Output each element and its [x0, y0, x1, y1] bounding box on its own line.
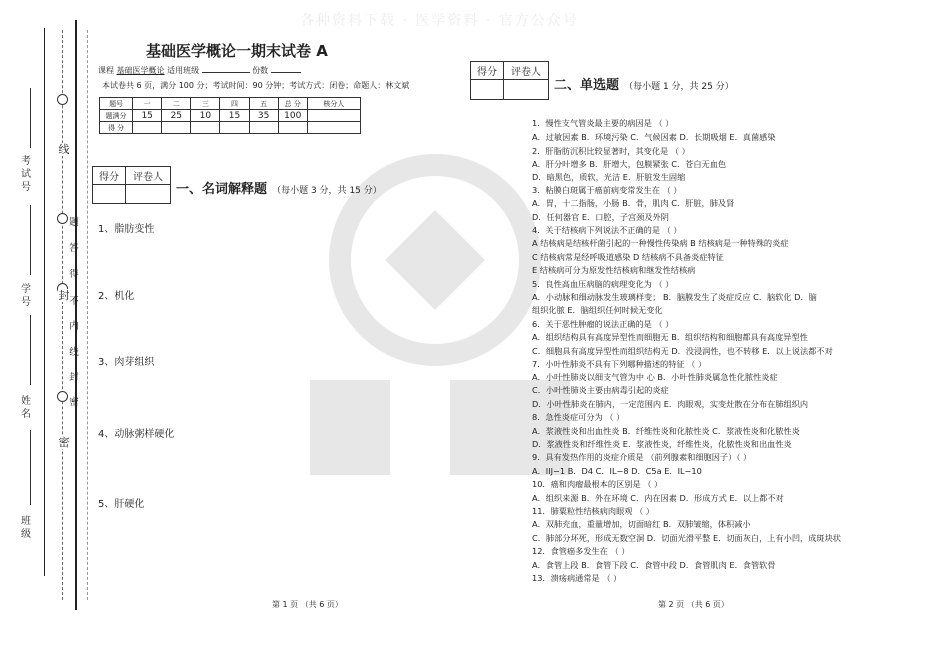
question-line: 1．慢性支气管炎最主要的病因是 （ ）: [532, 118, 674, 128]
grader-name-cell[interactable]: [126, 185, 171, 204]
binding-dashed-line-2: [87, 30, 88, 600]
level-blank: [202, 72, 250, 73]
course-label: 课程: [98, 66, 114, 75]
question-line: 6．关于恶性肿瘤的说法正确的是 （ ）: [532, 319, 674, 329]
score-full-row: [100, 110, 361, 122]
score-col-header: 一: [133, 98, 162, 110]
score-full-cell: 100: [278, 110, 307, 122]
label-exam-number: 考试号: [21, 156, 31, 193]
question-line: A．胃，十二指肠，小肠 B．骨，肌肉 C．肝脏，肺及肾: [532, 198, 735, 208]
score-got-cell[interactable]: [191, 122, 220, 134]
question-line: 3．粘膜白斑属于癌前病变常发生在 （ ）: [532, 185, 682, 195]
score-col-header: 题号: [100, 98, 133, 110]
page-footer-right: 第 2 页 （共 6 页）: [658, 600, 729, 609]
question-line: 10．癌和肉瘤最根本的区别是 （ ）: [532, 479, 663, 489]
question-line: A．组织结构具有高度异型性而细胞无 B．组织结构和细胞都具有高度异型性: [532, 332, 808, 342]
term-item: 1、脂肪变性: [98, 224, 155, 235]
label-name: 姓名: [21, 396, 31, 420]
section1-note: （每小题 3 分，共 15 分）: [272, 186, 382, 196]
seal-secret-char: 密: [58, 436, 70, 449]
copies-label: 份数: [252, 66, 269, 75]
score-full-cell: [307, 110, 360, 122]
question-line: D．浆液性炎和纤维性炎 E．浆液性炎，纤维性炎，化脓性炎和出血性炎: [532, 439, 792, 449]
question-line: 12．食管癌多发生在 （ ）: [532, 546, 630, 556]
warning-char: 内: [69, 321, 79, 332]
blank-line: [30, 315, 31, 385]
question-line: C．小叶性肺炎主要由病毒引起的炎症: [532, 385, 669, 395]
warning-char: 线: [69, 347, 79, 358]
question-line: 2．肝脂肪沉积比较显著时，其变化是 （ ）: [532, 146, 690, 156]
score-col-header: 四: [220, 98, 249, 110]
section2-heading: [554, 74, 734, 93]
page-title: 基础医学概论一期末试卷 A: [146, 42, 328, 60]
question-line: 7．小叶性肺炎不具有下列哪种描述的特征 （ ）: [532, 359, 707, 369]
score-got-cell[interactable]: [307, 122, 360, 134]
grader-score-label: 得分: [93, 167, 126, 185]
exam-info: 本试卷共 6 页，满分 100 分；考试时间：90 分钟；考试方式：闭卷；命题人：林文斌: [102, 81, 410, 90]
question-line: 11．肺粟粒性结核病肉眼观 （ ）: [532, 506, 655, 516]
grader-score-label: 得分: [471, 62, 504, 80]
grader-score-cell[interactable]: [471, 80, 504, 100]
term-item: 4、动脉粥样硬化: [98, 429, 175, 440]
grader-box-section1: [92, 166, 171, 204]
seal-line-char: 线: [58, 143, 70, 156]
question-line: D．暗黑色，质软，光洁 E．肝脏发生固缩: [532, 172, 686, 182]
question-line: A．浆液性炎和出血性炎 B．纤维性炎和化脓性炎 C．浆液性炎和化脓性炎: [532, 426, 800, 436]
question-line: A．过敏因素 B．环境污染 C．气候因素 D．长期吸烟 E．真菌感染: [532, 132, 776, 142]
warning-char: 题: [69, 217, 79, 228]
question-line: 组织化脓 E．脑组织任何时候无变化: [532, 305, 663, 315]
warning-char: 不: [69, 296, 79, 307]
section2-note: （每小题 1 分，共 25 分）: [624, 82, 734, 92]
question-line: C．肺部分坏死，形成无数空洞 D．切面光滑平整 E．切面灰白，上有小凹，成斑块状: [532, 533, 841, 543]
warning-char: 答: [69, 243, 79, 254]
term-item: 5、肝硬化: [98, 499, 145, 510]
blank-line: [30, 205, 31, 275]
question-line: C 结核病常是经呼吸道感染 D 结核病不具备炎症特征: [532, 252, 724, 262]
warning-char: 封: [69, 372, 79, 383]
binding-outer-line: [44, 28, 45, 576]
question-line: A．肝分叶增多 B．肝增大，包膜紧张 C．苍白无血色: [532, 159, 727, 169]
score-header-row: [100, 98, 361, 110]
grader-name-cell[interactable]: [504, 80, 549, 100]
grader-name-label: 评卷人: [126, 167, 171, 185]
warning-char: 得: [69, 269, 79, 280]
question-line: A．组织来源 B．外在环境 C．内在因素 D．形成方式 E．以上都不对: [532, 493, 784, 503]
question-line: E 结核病可分为原发性结核病和继发性结核病: [532, 265, 696, 275]
score-got-cell[interactable]: [278, 122, 307, 134]
level-label: 适用班级: [167, 66, 200, 75]
question-line: 4．关于结核病下列说法不正确的是 （ ）: [532, 225, 682, 235]
question-line: A 结核病是结核杆菌引起的一种慢性传染病 B 结核病是一种特殊的炎症: [532, 238, 789, 248]
score-col-header: 二: [162, 98, 191, 110]
question-line: D．小叶性肺炎在肺内，一定范围内 E．肉眼观，实变灶散在分布在肺组织内: [532, 399, 809, 409]
binding-dashed-line: [62, 30, 63, 600]
blank-line: [30, 430, 31, 505]
hole: [57, 391, 68, 402]
copies-blank: [271, 72, 301, 73]
score-full-cell: 15: [133, 110, 162, 122]
course-line: [98, 65, 301, 76]
page-footer-left: 第 1 页 （共 6 页）: [272, 600, 343, 609]
score-table: [99, 97, 361, 134]
question-line: 9．具有发热作用的炎症介质是 （前列腺素和细胞因子）（ ）: [532, 452, 752, 462]
score-got-cell[interactable]: [220, 122, 249, 134]
term-item: 3、肉芽组织: [98, 357, 155, 368]
course-name: 基础医学概论: [116, 66, 165, 75]
question-line: A．小动脉和细动脉发生玻璃样变； B．脑膜发生了炎症反应 C．脑软化 D．脑: [532, 292, 817, 302]
score-col-header: 三: [191, 98, 220, 110]
binding-margin: [0, 0, 90, 658]
score-full-cell: 10: [191, 110, 220, 122]
question-line: A．双肺充血，重量增加，切面暗红 B．双肺皱缩，体积减小: [532, 519, 751, 529]
section2-title: 二、单选题: [554, 78, 620, 93]
question-line: A．IIJ−1 B．D4 C．IL−8 D．C5a E．IL−10: [532, 466, 702, 476]
grader-name-label: 评卷人: [504, 62, 549, 80]
blank-line: [30, 88, 31, 148]
section1-heading: [176, 178, 382, 197]
score-got-cell[interactable]: [249, 122, 278, 134]
score-got-row: [100, 122, 361, 134]
score-col-header: 总 分: [278, 98, 307, 110]
grader-score-cell[interactable]: [93, 185, 126, 204]
score-col-header: 核分人: [307, 98, 360, 110]
hole: [57, 213, 68, 224]
warning-char: 密: [69, 397, 79, 408]
hole: [57, 94, 68, 105]
binding-inner-line: [75, 20, 77, 610]
term-item: 2、机化: [98, 291, 135, 302]
grader-box-section2: [470, 61, 549, 100]
question-line: D．任何器官 E．口腔，子宫颈及外阴: [532, 212, 669, 222]
question-line: A．食管上段 B．食管下段 C．食管中段 D．食管肌肉 E．食管软骨: [532, 560, 776, 570]
score-full-cell: 15: [220, 110, 249, 122]
score-col-header: 五: [249, 98, 278, 110]
question-line: 8．急性炎症可分为 （ ）: [532, 412, 625, 422]
score-full-cell: 25: [162, 110, 191, 122]
label-class: 班级: [21, 516, 31, 540]
score-row-label: 得 分: [100, 122, 133, 134]
score-got-cell[interactable]: [162, 122, 191, 134]
section1-title: 一、名词解释题: [176, 182, 268, 197]
question-line: A．小叶性肺炎以细支气管为中 心 B．小叶性肺炎属急性化脓性炎症: [532, 372, 778, 382]
score-full-cell: 35: [249, 110, 278, 122]
faded-banner: 各种资料下载 · 医学资料 · 官方公众号: [300, 13, 579, 29]
score-got-cell[interactable]: [133, 122, 162, 134]
question-line: 13．溃疡病通常是 （ ）: [532, 573, 622, 583]
score-row-label: 题满分: [100, 110, 133, 122]
seal-seal-char: 封: [58, 289, 70, 302]
question-line: C．细胞具有高度异型性而组织结构无 D．没浸润性，也不转移 E．以上说法都不对: [532, 346, 833, 356]
question-line: 5．良性高血压病脑的病理变化为 （ ）: [532, 279, 674, 289]
label-student-id: 学号: [21, 284, 31, 308]
